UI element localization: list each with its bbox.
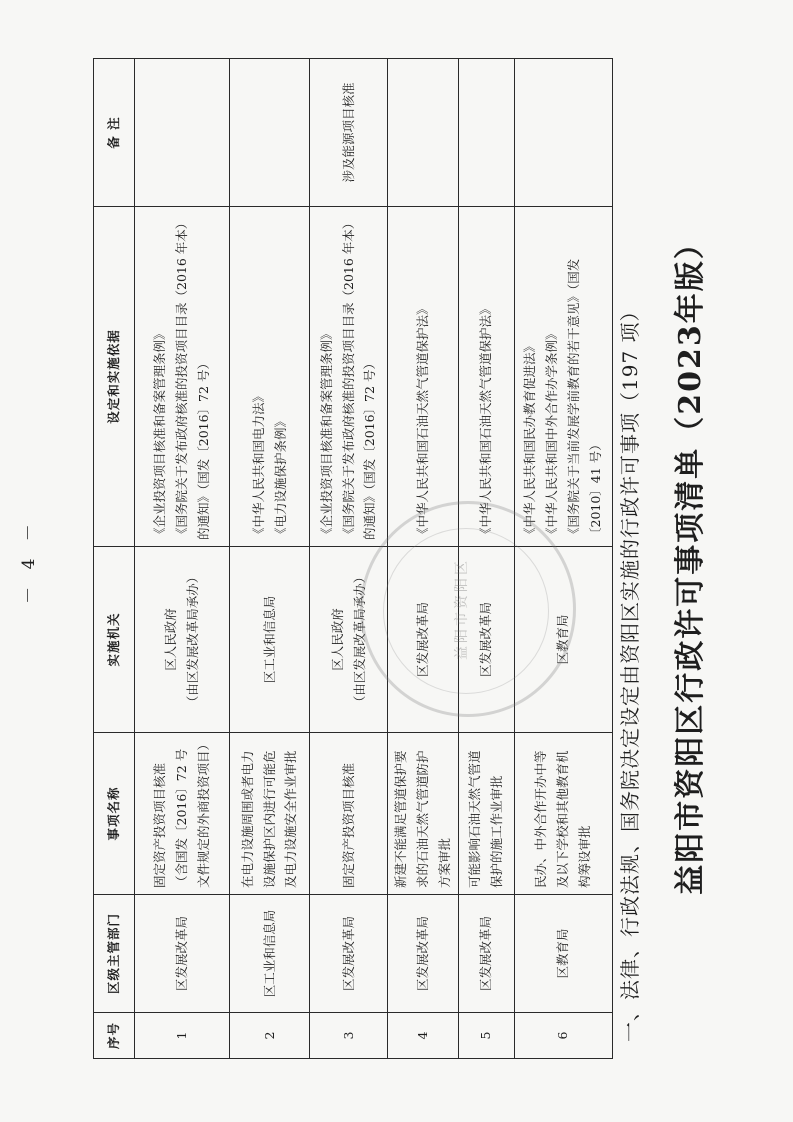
cell-org: [458, 547, 514, 733]
cell-org: [514, 547, 612, 733]
table-row: [135, 59, 230, 1059]
cell-index: 4: [388, 1013, 459, 1059]
cell-index: 1: [135, 1013, 230, 1059]
basis-line: 《中华人民共和国石油天然气管道保护法》: [414, 302, 430, 540]
cell-dept: 区教育局: [514, 895, 612, 1013]
org-line: 区发展改革局: [414, 602, 430, 678]
cell-basis: [230, 207, 310, 547]
cell-org: [135, 547, 230, 733]
header-dept: 区级主管部门: [94, 895, 135, 1013]
org-line: （由区发展改革局承办）: [351, 570, 367, 709]
table-row: [388, 59, 459, 1059]
cell-basis: [514, 207, 612, 547]
table-row: [310, 59, 388, 1059]
org-line: 区工业和信息局: [261, 595, 277, 684]
org-line: 区人民政府: [163, 608, 179, 671]
basis-line: 《中华人民共和国中外合作办学条例》: [544, 327, 560, 540]
cell-basis: [310, 207, 388, 547]
page-number: － 4 －: [19, 518, 39, 604]
header-note: 备 注: [94, 59, 135, 207]
basis-line: 《中华人民共和国石油天然气管道保护法》: [478, 302, 494, 540]
header-org: 实施机关: [94, 547, 135, 733]
cell-note: [135, 59, 230, 207]
table-row: [230, 59, 310, 1059]
org-line: （由区发展改革局承办）: [185, 570, 200, 709]
page-title: 益阳市资阳区行政许可事项清单（2023年版）: [673, 227, 708, 895]
cell-name: 固定资产投资项目核准: [310, 733, 388, 895]
cell-note: [388, 59, 459, 207]
cell-dept: 区发展改革局: [135, 895, 230, 1013]
cell-name: 固定资产投资项目核准（含国发〔2016〕72 号文件规定的外商投资项目）: [135, 733, 230, 895]
basis-line: 《中华人民共和国电力法》: [250, 389, 266, 540]
cell-index: 2: [230, 1013, 310, 1059]
cell-org: [230, 547, 310, 733]
header-name: 事项名称: [94, 733, 135, 895]
cell-name: 新建不能满足管道保护要求的石油天然气管道防护方案审批: [388, 733, 459, 895]
cell-dept: 区发展改革局: [458, 895, 514, 1013]
cell-dept: 区工业和信息局: [230, 895, 310, 1013]
cell-index: 3: [310, 1013, 388, 1059]
cell-org: [310, 547, 388, 733]
cell-basis: [388, 207, 459, 547]
seal-text: 益阳市资阳区: [454, 558, 470, 660]
table-header-row: [94, 59, 135, 1059]
org-line: 区发展改革局: [478, 602, 494, 678]
cell-index: 6: [514, 1013, 612, 1059]
section-subtitle: 一、法律、行政法规、国务院决定设定由资阳区实施的行政许可事项（197 项）: [618, 300, 642, 1042]
cell-dept: 区发展改革局: [310, 895, 388, 1013]
org-line: 区教育局: [555, 614, 571, 665]
cell-note: [514, 59, 612, 207]
header-index: 序号: [94, 1013, 135, 1059]
basis-line: 《企业投资项目核准和备案管理条例》: [318, 327, 334, 540]
cell-dept: 区发展改革局: [388, 895, 459, 1013]
basis-line: 《企业投资项目核准和备案管理条例》: [152, 327, 168, 540]
permit-table: [93, 58, 613, 1059]
cell-index: 5: [458, 1013, 514, 1059]
cell-basis: [458, 207, 514, 547]
basis-line: 《电力设施保护条例》: [272, 414, 288, 540]
cell-note: [458, 59, 514, 207]
table-row: [458, 59, 514, 1059]
header-basis: 设定和实施依据: [94, 207, 135, 547]
basis-line: 《国务院关于发布政府核准的投资项目目录（2016 年本）的通知》（国发〔2016〕72 号）: [174, 216, 211, 540]
cell-note: 涉及能源项目核准: [310, 59, 388, 207]
basis-line: 《中华人民共和国民办教育促进法》: [522, 339, 538, 540]
cell-note: [230, 59, 310, 207]
table-row: [514, 59, 612, 1059]
basis-line: 《国务院关于当前发展学前教育的若干意见》（国发〔2010〕41 号）: [566, 258, 603, 540]
cell-name: 在电力设施周围或者电力设施保护区内进行可能危及电力设施安全作业审批: [230, 733, 310, 895]
cell-name: 民办、中外合作开办中等及以下学校和其他教育机构筹设审批: [514, 733, 612, 895]
cell-name: 可能影响石油天然气管道保护的施工作业审批: [458, 733, 514, 895]
cell-org: [388, 547, 459, 733]
cell-basis: [135, 207, 230, 547]
basis-line: 《国务院关于发布政府核准的投资项目目录（2016 年本）的通知》（国发〔2016〕72 号）: [340, 216, 378, 540]
org-line: 区人民政府: [329, 608, 345, 671]
